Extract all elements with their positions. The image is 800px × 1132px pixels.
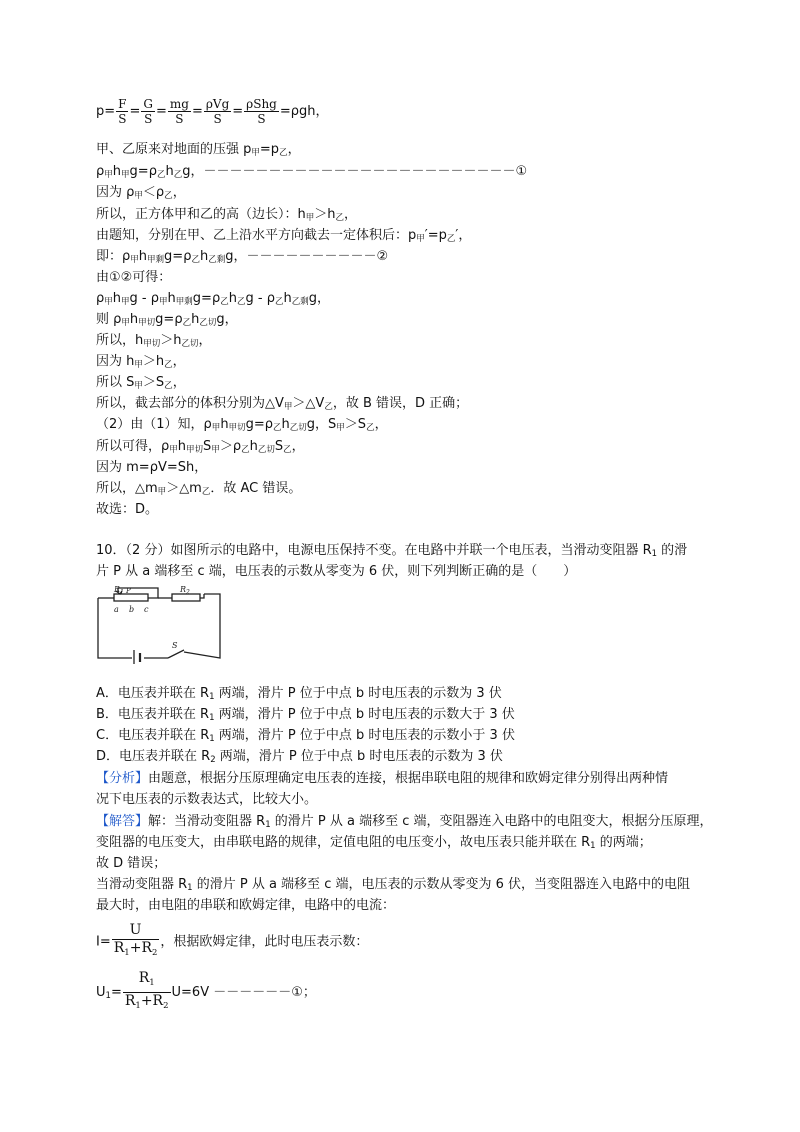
fraction-rhoshg-s: $\frac{\text{ρShg}}{S}$ <box>246 97 277 126</box>
formula-text: p= <box>96 104 116 119</box>
solution-line: 最大时，由电阻的串联和欧姆定律，电路中的电流： <box>96 898 396 913</box>
text-line: 所以可得，$\rho_甲h_{甲切}S_甲>\rho_乙h_{乙切}S_乙$， <box>96 439 305 455</box>
equation-1: $\rho_甲h_甲g=\rho_乙h_乙g$，－－－－－－－－－－－－－－－－－－－－－－－－① <box>96 164 528 180</box>
option-b[interactable]: B．电压表并联在 $R_1$ 两端，滑片 P 位于中点 b 时电压表的示数大于 3 伏 <box>96 707 515 723</box>
option-c[interactable]: C．电压表并联在 $R_1$ 两端，滑片 P 位于中点 b 时电压表的示数小于 3 伏 <box>96 728 515 744</box>
fraction-r1-over-r1r2: $\frac{R_1}{R_1+R_2}$ <box>123 970 171 1015</box>
text-line: 因为 m=ρV=Sh， <box>96 460 208 475</box>
text-line: （2）由（1）知，$\rho_甲h_{甲切}g=\rho_乙h_{乙切}g$，$S_甲>S_乙$， <box>96 417 388 433</box>
current-formula: I= $\frac{U}{R_1+R_2}$ ，根据欧姆定律，此时电压表示数： <box>96 922 368 962</box>
fraction-rhovg-s: $\frac{\text{ρVg}}{S}$ <box>205 97 230 126</box>
text-line: 所以，$\triangle m_甲>\triangle m_乙$．故 AC 错误。 <box>96 481 302 497</box>
text-line: 所以，正方体甲和乙的高（边长）：$h_甲>h_乙$， <box>96 207 358 223</box>
text-line: $\rho_甲h_甲g - \rho_甲h_{甲剩}g=\rho_乙h_乙g - \rho_乙h_{乙剩}g$， <box>96 291 330 307</box>
option-a[interactable]: A．电压表并联在 $R_1$ 两端，滑片 P 位于中点 b 时电压表的示数为 3 伏 <box>96 686 502 702</box>
label-c: c <box>144 605 149 614</box>
slider-wire <box>118 588 158 598</box>
wire-right <box>184 594 220 658</box>
answer-line: 故选：D。 <box>96 502 159 517</box>
voltage-formula: $U_1=$ $\frac{R_1}{R_1+R_2}$ U=6V －－－－－－①； <box>96 970 316 1015</box>
circuit-diagram <box>96 586 226 664</box>
text-line: 则 $\rho_甲h_{甲切}g=\rho_乙h_{乙切}g$， <box>96 312 238 328</box>
fraction-u-over-r1r2: $\frac{U}{R_1+R_2}$ <box>112 922 160 962</box>
equation-2: 即：$\rho_甲h_{甲剩}g=\rho_乙h_{乙剩}g$，－－－－－－－－－－② <box>96 249 389 265</box>
fraction-g-s: $\frac{G}{S}$ <box>143 97 153 126</box>
text-line: 因为 $h_甲>h_乙$， <box>96 354 186 370</box>
question-stem: 10．（2 分）如图所示的电路中，电源电压保持不变。在电路中并联一个电压表，当滑动变阻器 $R_1$ 的滑 <box>96 543 688 559</box>
label-r2: $R_2$ <box>180 586 190 596</box>
fraction-f-s: $\frac{F}{S}$ <box>118 97 127 126</box>
text-line: 所以 $S_甲>S_乙$， <box>96 375 186 391</box>
solution-tag: 【解答】 <box>96 814 149 829</box>
text-line: 因为 $\rho_甲<\rho_乙$， <box>96 185 186 201</box>
solution-line: 当滑动变阻器 $R_1$ 的滑片 P 从 a 端移至 c 端，电压表的示数从零变为 6 伏，当变阻器连入电路中的电阻 <box>96 877 691 893</box>
label-b: b <box>129 605 135 614</box>
solution-line: 变阻器的电压变大，由串联电路的规律，定值电阻的电压变小，故电压表只能并联在 $R_1$ 的两端； <box>96 835 652 851</box>
analysis-section: 【分析】由题意，根据分压原理确定电压表的连接，根据串联电阻的规律和欧姆定律分别得出两种情 <box>96 771 669 786</box>
switch-s <box>168 650 184 658</box>
text-line: 由题知，分别在甲、乙上沿水平方向截去一定体积后：$p_甲'=p_乙'$， <box>96 228 472 244</box>
question-stem: 片 P 从 a 端移至 c 端，电压表的示数从零变为 6 伏，则下列判断正确的是（ ） <box>96 564 577 579</box>
fraction-mg-s: $\frac{mg}{S}$ <box>169 97 189 126</box>
label-a: a <box>114 605 119 614</box>
label-p: P <box>126 587 131 595</box>
option-d[interactable]: D．电压表并联在 $R_2$ 两端，滑片 P 位于中点 b 时电压表的示数为 3 伏 <box>96 749 503 765</box>
formula-result: =ρgh， <box>279 104 329 119</box>
text-line: 甲、乙原来对地面的压强 $p_甲=p_乙$， <box>96 142 301 158</box>
text-line: 所以，截去部分的体积分别为$\triangle V_甲>\triangle V_乙$，故 B 错误，D 正确； <box>96 396 469 412</box>
analysis-section: 况下电压表的示数表达式，比较大小。 <box>96 792 318 807</box>
solution-section: 【解答】解：当滑动变阻器 $R_1$ 的滑片 P 从 a 端移至 c 端，变阻器连入电路中的电阻变大，根据分压原理， <box>96 814 713 830</box>
label-r1: $R_1$ <box>114 586 124 596</box>
text-line: 由①②可得： <box>96 270 172 285</box>
label-s: S <box>172 641 178 650</box>
analysis-tag: 【分析】 <box>96 771 149 786</box>
pressure-formula: p= $\frac{F}{S}$ = $\frac{G}{S}$ = $\frac{mg}{S}$ = $\frac{\text{ρVg}}{S}$ = $\frac{\text{ρShg}}{S}$ =ρgh， <box>96 97 329 126</box>
solution-line: 故 D 错误； <box>96 856 167 871</box>
text-line: 所以，$h_{甲切}>h_{乙切}$， <box>96 333 212 349</box>
